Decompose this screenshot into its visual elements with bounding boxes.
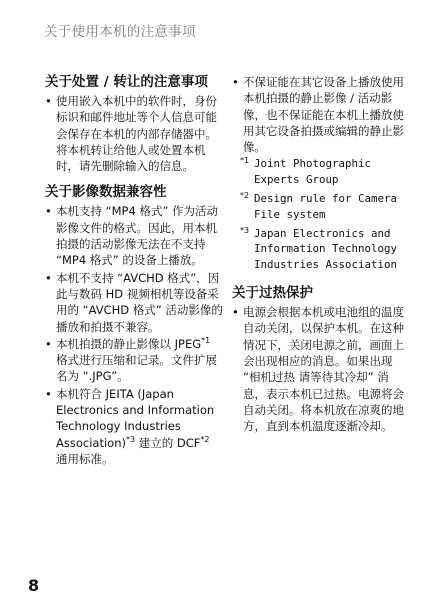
section-title-compatibility: 关于影像数据兼容性 bbox=[45, 184, 167, 201]
compat-jpeg-text-post: 格式进行压缩和记录。文件扩展名为 “.JPG”。 bbox=[56, 353, 217, 384]
footnote-2 bbox=[232, 191, 408, 223]
footnote-text: Japan Electronics and Information Technology Industries Association bbox=[254, 226, 398, 272]
bullet-dot: • bbox=[45, 270, 52, 285]
bullet-dot: • bbox=[45, 336, 52, 351]
bullet-dot: • bbox=[232, 305, 239, 320]
compat-bullet-mp4 bbox=[45, 203, 223, 268]
footnote-mark: *3 bbox=[240, 225, 250, 235]
footnote-1 bbox=[232, 156, 408, 188]
compat-dcf-text-mid: 建立的 DCF bbox=[135, 435, 201, 450]
compat-dcf-text-post: 通用标准。 bbox=[56, 451, 114, 466]
footnote-mark: *1 bbox=[240, 156, 250, 166]
footnote-text: Design rule for Camera File system bbox=[254, 192, 398, 221]
footnote-3 bbox=[232, 226, 408, 273]
compat-avchd-text: 本机不支持 “AVCHD 格式”，因此与数码 HD 视频相机等设备采用的 “AVCHD 格式” 活动影像的播放和拍摄不兼容。 bbox=[56, 270, 223, 334]
disposal-bullet bbox=[45, 93, 223, 174]
compat-mp4-text: 本机支持 “MP4 格式” 作为活动影像文件的格式。因此，用本机拍摄的活动影像无法在不支持 “MP4 格式” 的设备上播放。 bbox=[56, 204, 219, 268]
disposal-text: 使用嵌入本机中的软件时，身份标识和邮件地址等个人信息可能会保存在本机的内部存储器中。将本机转让给他人或处置本机时，请先删除输入的信息。 bbox=[56, 94, 217, 174]
page-number: 8 bbox=[28, 576, 40, 595]
bullet-dot: • bbox=[45, 386, 52, 401]
footnote-list bbox=[232, 156, 408, 273]
right-column bbox=[232, 74, 408, 435]
section-title-disposal: 关于处置 / 转让的注意事项 bbox=[45, 74, 208, 90]
footnote-ref-1: *1 bbox=[201, 336, 211, 346]
bullet-dot: • bbox=[232, 75, 239, 89]
bullet-dot: • bbox=[45, 204, 52, 219]
footnote-ref-3: *3 bbox=[125, 434, 136, 444]
compat-bullet-jpeg bbox=[45, 336, 223, 385]
footnote-text: Joint Photographic Experts Group bbox=[254, 157, 372, 187]
compat-jpeg-text-pre: 本机拍摄的静止影像以 JPEG bbox=[56, 336, 202, 351]
playback-bullet bbox=[232, 74, 408, 155]
section-title-overheat: 关于过热保护 bbox=[232, 285, 313, 302]
overheat-text: 电源会根据本机或电池组的温度自动关闭，以保护本机。在这种情况下，关闭电源之前，画面上会出现相应的消息。如果出现 “相机过热 请等待其冷却” 消息，表示本机已过热。电源将会自动关闭。将本机放在凉爽的地方，直到本机温度逐渐冷却。 bbox=[243, 305, 404, 434]
compat-dcf-text-pre: 本机符合 JEITA (Japan Electronics and Information Technology Industries Association) bbox=[56, 386, 215, 450]
compat-bullet-dcf bbox=[45, 386, 223, 467]
overheat-bullet bbox=[232, 304, 408, 434]
footnote-mark: *2 bbox=[240, 191, 250, 201]
playback-text: 不保证能在其它设备上播放使用本机拍摄的静止影像 / 活动影像，也不保证能在本机上播放使用其它设备拍摄或编辑的静止影像。 bbox=[243, 75, 404, 155]
bullet-dot: • bbox=[45, 94, 52, 108]
footnote-ref-2: *2 bbox=[200, 434, 210, 444]
page-header: 关于使用本机的注意事项 bbox=[44, 24, 196, 40]
left-column bbox=[45, 74, 223, 468]
compat-bullet-avchd bbox=[45, 270, 223, 335]
